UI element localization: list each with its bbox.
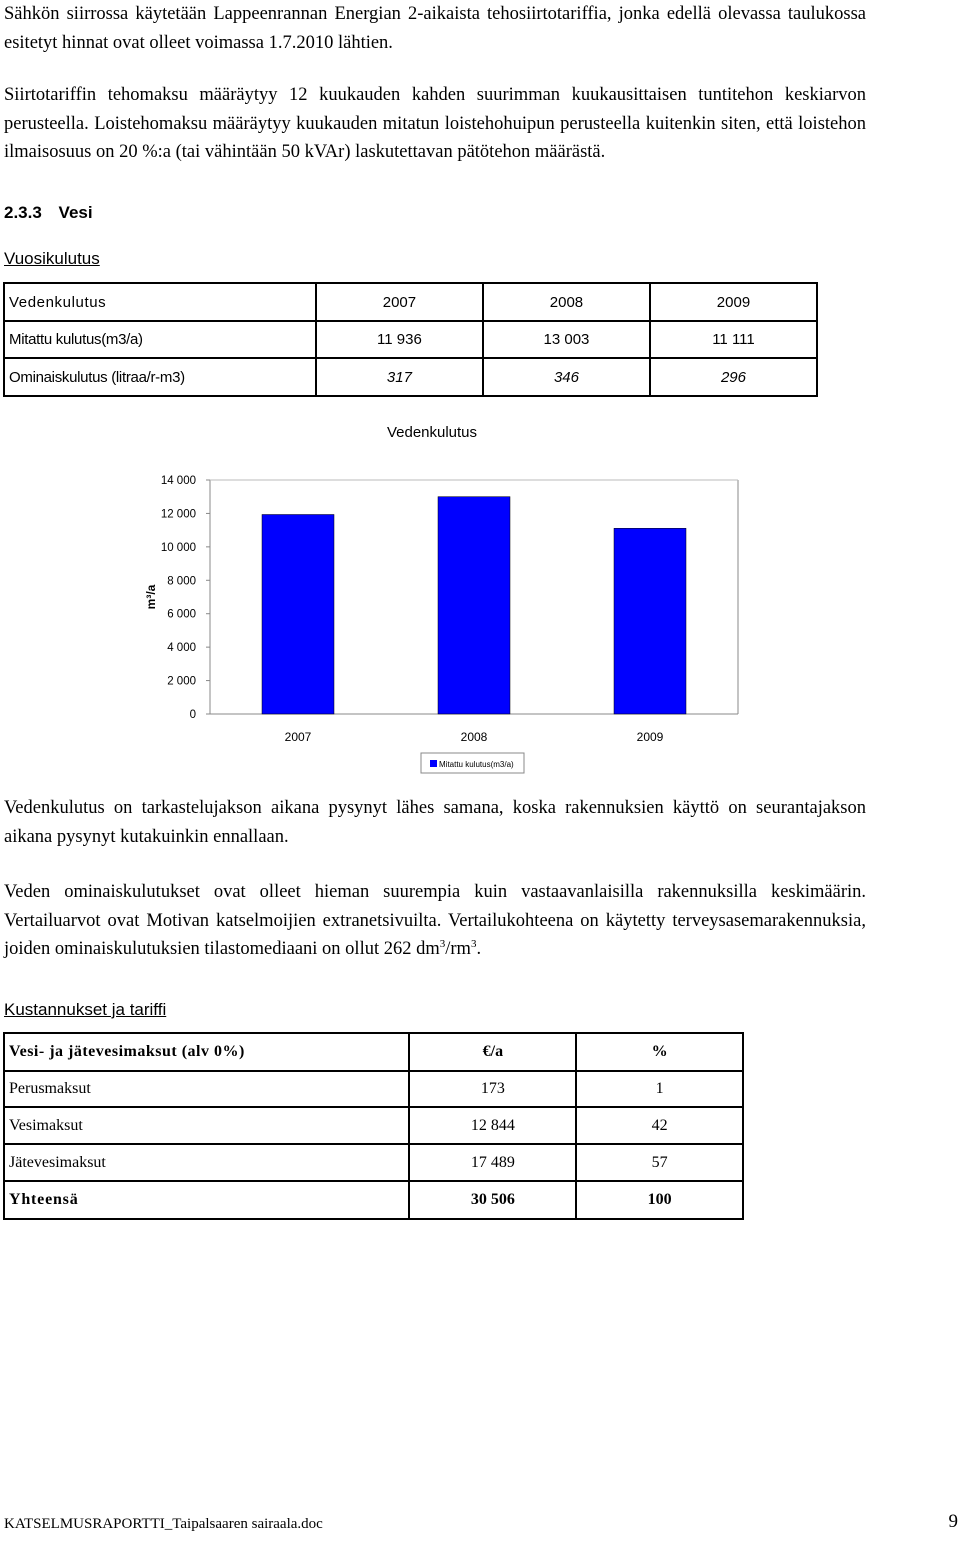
commentary-paragraph-1: Vedenkulutus on tarkastelujakson aikana pysynyt lähes samana, koska rakennuksien käyttö on seurantajakson aikana pysynyt kutakuinkin ennallaan.	[4, 798, 866, 847]
table-cell: 57	[576, 1144, 743, 1181]
table-header-cell: %	[576, 1033, 743, 1071]
superscript: 3	[439, 937, 446, 950]
table-total-row	[4, 1181, 743, 1219]
bar-2009	[614, 528, 686, 714]
table-cell: 17 489	[409, 1144, 576, 1181]
commentary-text: Veden ominaiskulutukset ovat olleet hieman suurempia kuin vastaavanlaisilla rakennuksilla keskimäärin. Vertailuarvot ovat Motivan katselmoijien extranetsivuilta. Vertailukohteena on käytetty terveysasemarakennuksia, joiden ominaiskulutuksien tilastomediaani on ollut 262 dm	[4, 882, 866, 959]
intro-paragraph-2	[4, 81, 866, 167]
table-header-row	[4, 283, 817, 321]
table-row	[4, 358, 817, 396]
y-tick-label: 2 000	[167, 675, 196, 688]
x-tick-label: 2007	[284, 730, 312, 744]
commentary-paragraph-2	[4, 878, 866, 964]
y-tick-label: 8 000	[167, 575, 196, 588]
table-header-row	[4, 1033, 743, 1071]
y-tick-label: 4 000	[167, 642, 196, 655]
table-header-cell: 2007	[316, 283, 483, 321]
y-tick-label: 10 000	[160, 541, 196, 554]
commentary-unit: /rm	[445, 939, 471, 959]
legend-swatch	[430, 760, 437, 767]
table-cell: 12 844	[409, 1107, 576, 1144]
table-cell: 11 936	[316, 321, 483, 358]
x-tick-label: 2009	[636, 730, 664, 744]
consumption-table	[3, 282, 818, 397]
vuosikulutus-heading: Vuosikulutus	[4, 249, 100, 268]
table-row	[4, 1107, 743, 1144]
table-cell: Vesimaksut	[4, 1107, 409, 1144]
legend-label: Mitattu kulutus(m3/a)	[439, 760, 514, 769]
table-cell: 100	[576, 1181, 743, 1219]
section-number: 2.3.3	[4, 203, 42, 222]
y-axis-label: m³/a	[144, 584, 158, 610]
footer-filename: KATSELMUSRAPORTTI_Taipalsaaren sairaala.doc	[4, 1516, 323, 1532]
table-cell: Mitattu kulutus(m3/a)	[4, 321, 316, 358]
costs-table	[3, 1032, 744, 1220]
table-cell: 30 506	[409, 1181, 576, 1219]
intro-paragraph-2-continuation: Loistehomaksu määräytyy kuukauden mitatun loistehohuipun perusteella kuitenkin siten, että loistehon ilmaisosuus on 20 %:a (tai vähintään 50 kVAr) laskutettavan pätötehon määrästä.	[4, 113, 866, 162]
intro-paragraph-1: Sähkön siirrossa käytetään Lappeenrannan Energian 2-aikaista tehosiirtotariffia, jonka edellä olevassa taulukossa esitetyt hinnat ovat olleet voimassa 1.7.2010 lähtien.	[4, 4, 866, 53]
table-cell: Yhteensä	[4, 1181, 409, 1219]
table-header-cell: Vedenkulutus	[4, 283, 316, 321]
table-row	[4, 1144, 743, 1181]
superscript: 3	[470, 937, 477, 950]
table-header-cell: 2009	[650, 283, 817, 321]
table-cell: Perusmaksut	[4, 1071, 409, 1107]
chart-title: Vedenkulutus	[386, 424, 478, 441]
table-cell: 317	[316, 358, 483, 396]
x-tick-label: 2008	[460, 730, 488, 744]
section-title: Vesi	[58, 203, 93, 222]
page-number: 9	[948, 1511, 958, 1532]
y-tick-label: 12 000	[160, 508, 196, 521]
table-cell: Jätevesimaksut	[4, 1144, 409, 1181]
bar-2007	[262, 514, 334, 714]
table-cell: Ominaiskulutus (litraa/r-m3)	[4, 358, 316, 396]
y-tick-label: 6 000	[167, 608, 196, 621]
bar-2008	[438, 497, 510, 714]
commentary-end: .	[476, 939, 482, 959]
table-row	[4, 321, 817, 358]
table-cell: 346	[483, 358, 650, 396]
table-header-cell: Vesi- ja jätevesimaksut (alv 0%)	[4, 1033, 409, 1071]
table-cell: 13 003	[483, 321, 650, 358]
table-cell: 1	[576, 1071, 743, 1107]
table-cell: 42	[576, 1107, 743, 1144]
table-header-cell: €/a	[409, 1033, 576, 1071]
table-row	[4, 1071, 743, 1107]
table-cell: 296	[650, 358, 817, 396]
kustannukset-heading: Kustannukset ja tariffi	[4, 1000, 167, 1019]
table-header-cell: 2008	[483, 283, 650, 321]
table-cell: 173	[409, 1071, 576, 1107]
y-tick-label: 14 000	[160, 475, 196, 487]
intro-paragraph-2-text: Siirtotariffin tehomaksu määräytyy 12 kuukauden kahden suurimman kuukausittaisen tuntitehon keskiarvon perusteella.	[4, 85, 866, 134]
section-heading	[4, 203, 93, 223]
water-consumption-chart	[0, 410, 960, 780]
table-cell: 11 111	[650, 321, 817, 358]
y-tick-label: 0	[189, 709, 196, 721]
